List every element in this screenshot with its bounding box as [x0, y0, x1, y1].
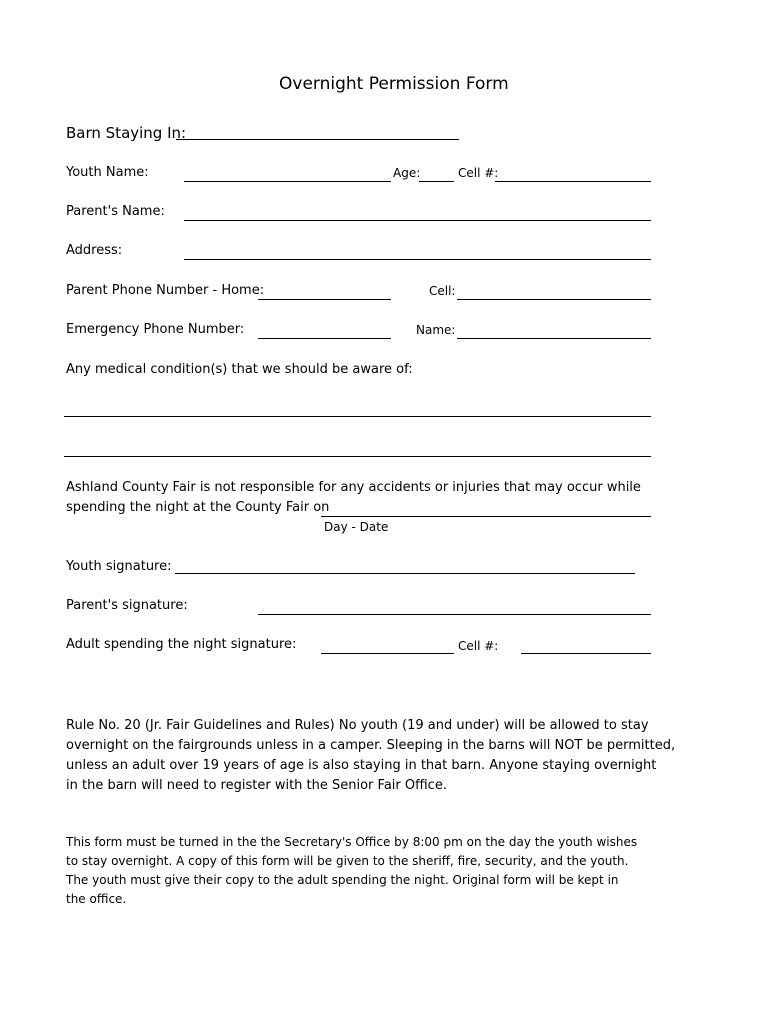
rule-line: overnight on the fairgrounds unless in a camper. Sleeping in the barns will NOT be permitted, — [66, 738, 676, 753]
youth-cell-field[interactable] — [495, 181, 651, 182]
medical-field-line-1[interactable] — [64, 416, 651, 417]
rule-paragraph — [66, 716, 675, 796]
footer-paragraph — [66, 833, 637, 909]
parent-signature-field[interactable] — [258, 614, 651, 615]
youth-name-label: Youth Name: — [66, 165, 149, 180]
parent-cell-label: Cell: — [429, 284, 456, 298]
disclaimer-line-1: Ashland County Fair is not responsible for any accidents or injuries that may occur while — [66, 480, 641, 495]
rule-line: Rule No. 20 (Jr. Fair Guidelines and Rules) No youth (19 and under) will be allowed to stay — [66, 718, 649, 733]
adult-signature-field[interactable] — [321, 653, 454, 654]
barn-label: Barn Staying In: — [66, 124, 187, 142]
adult-cell-label: Cell #: — [458, 639, 499, 653]
emergency-name-field[interactable] — [457, 338, 651, 339]
age-label: Age: — [393, 166, 421, 180]
fair-date-field[interactable] — [321, 516, 651, 517]
address-field[interactable] — [184, 259, 651, 260]
age-field[interactable] — [419, 181, 454, 182]
barn-field[interactable] — [176, 139, 459, 140]
parent-signature-label: Parent's signature: — [66, 598, 188, 613]
medical-field-line-2[interactable] — [64, 456, 651, 457]
parent-phone-label: Parent Phone Number - Home: — [66, 283, 265, 298]
adult-cell-field[interactable] — [521, 653, 651, 654]
rule-line: in the barn will need to register with the Senior Fair Office. — [66, 778, 447, 793]
parent-cell-field[interactable] — [457, 299, 651, 300]
parents-name-label: Parent's Name: — [66, 204, 165, 219]
parent-phone-field[interactable] — [258, 299, 391, 300]
medical-label: Any medical condition(s) that we should be aware of: — [66, 362, 413, 377]
youth-name-field[interactable] — [184, 181, 391, 182]
footer-line: The youth must give their copy to the adult spending the night. Original form will be kept in — [66, 873, 619, 887]
address-label: Address: — [66, 243, 123, 258]
footer-line: This form must be turned in the the Secretary's Office by 8:00 pm on the day the youth wishes — [66, 835, 638, 849]
emergency-name-label: Name: — [416, 323, 456, 337]
day-date-label: Day - Date — [324, 520, 389, 534]
adult-signature-label: Adult spending the night signature: — [66, 637, 297, 652]
youth-signature-label: Youth signature: — [66, 559, 172, 574]
rule-line: unless an adult over 19 years of age is also staying in that barn. Anyone staying overnight — [66, 758, 657, 773]
page-title: Overnight Permission Form — [279, 74, 509, 94]
disclaimer-line-2: spending the night at the County Fair on — [66, 500, 330, 515]
footer-line: the office. — [66, 892, 127, 906]
cell-label: Cell #: — [458, 166, 499, 180]
emergency-phone-label: Emergency Phone Number: — [66, 322, 245, 337]
parents-name-field[interactable] — [184, 220, 651, 221]
emergency-phone-field[interactable] — [258, 338, 391, 339]
youth-signature-field[interactable] — [175, 573, 635, 574]
footer-line: to stay overnight. A copy of this form will be given to the sheriff, fire, security, and the youth. — [66, 854, 629, 868]
